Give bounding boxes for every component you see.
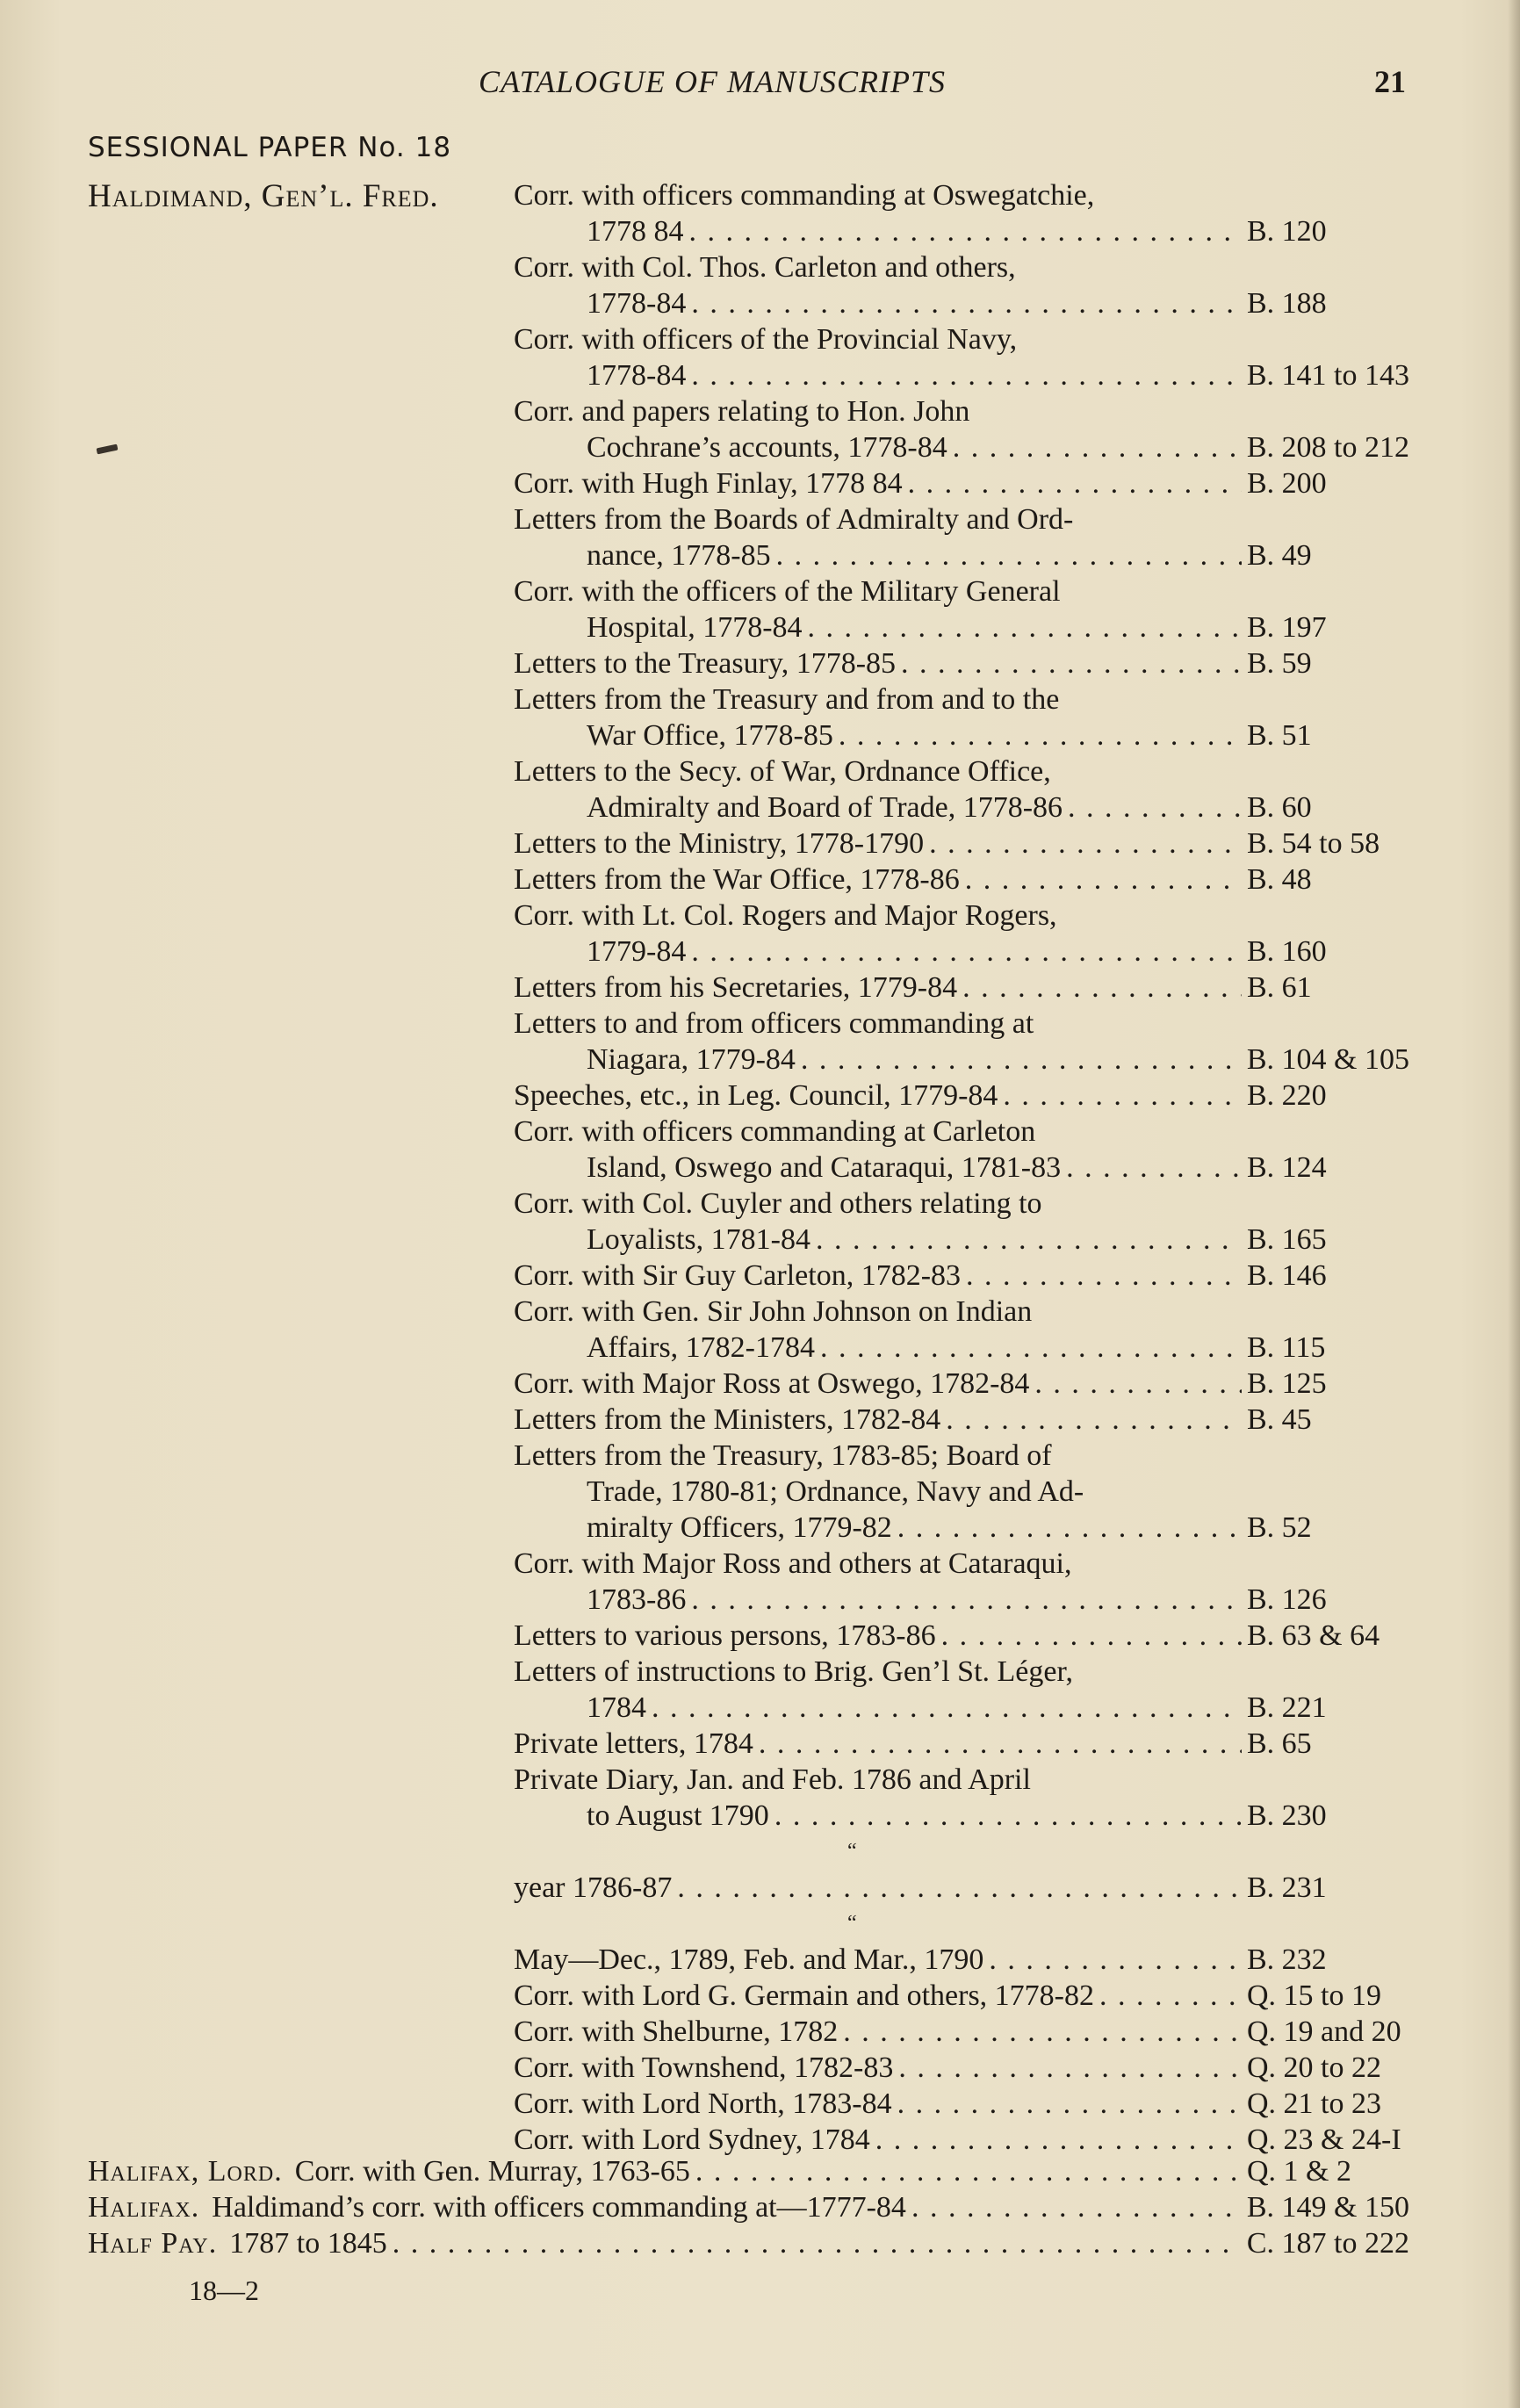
- volume-reference: B. 59: [1247, 647, 1312, 680]
- catalogue-entry: [514, 393, 1409, 465]
- entry-text-line: Letters to and from officers commanding at: [514, 1007, 1034, 1040]
- bottom-entry: [88, 2153, 1409, 2189]
- catalogue-entry: [514, 681, 1409, 753]
- dot-leader: [1099, 1978, 1242, 2014]
- entry-text: to August 1790: [587, 1799, 769, 1832]
- catalogue-entry: [514, 465, 1409, 501]
- volume-reference: B. 115: [1247, 1331, 1326, 1364]
- volume-reference: B. 63 & 64: [1247, 1619, 1380, 1652]
- entry-reference-line: [514, 1510, 1409, 1546]
- entry-text: Corr. with Shelburne, 1782: [514, 2015, 839, 2048]
- volume-reference: B. 49: [1247, 539, 1312, 572]
- entry-heading-name: Haldimand, Gen’l. Fred.: [88, 178, 439, 214]
- volume-reference: B. 221: [1247, 1691, 1327, 1724]
- catalogue-entry: [514, 1438, 1409, 1546]
- entry-text: Corr. with Sir Guy Carleton, 1782-83: [514, 1259, 962, 1292]
- catalogue-entry: [514, 1258, 1409, 1294]
- entry-reference-line: [514, 1942, 1409, 1978]
- entry-reference-line: [514, 934, 1409, 970]
- volume-reference: B. 104 & 105: [1246, 1043, 1409, 1076]
- volume-reference: Q. 15 to 19: [1247, 1979, 1381, 2012]
- signature-mark: 18—2: [189, 2275, 259, 2306]
- entry-text: Loyalists, 1781-84: [587, 1223, 810, 1256]
- catalogue-entry: [514, 825, 1409, 862]
- catalogue-entry: [514, 1654, 1409, 1726]
- catalogue-entry: [514, 249, 1409, 321]
- volume-reference: B. 165: [1247, 1223, 1327, 1256]
- entry-reference-line: [514, 2050, 1409, 2086]
- dot-leader: [776, 537, 1242, 573]
- dot-leader: [839, 717, 1242, 753]
- catalogue-entry: [514, 573, 1409, 645]
- catalogue-entry: [514, 1762, 1409, 1834]
- dot-leader: [695, 2153, 1242, 2189]
- dot-leader: [908, 465, 1242, 501]
- dot-leader: [1034, 1366, 1242, 1402]
- volume-reference: B. 48: [1247, 863, 1312, 896]
- dot-leader: [691, 285, 1242, 321]
- entry-reference-line: [514, 1690, 1409, 1726]
- page-number: 21: [1374, 64, 1406, 99]
- volume-reference: B. 231: [1247, 1871, 1327, 1904]
- dot-leader: [652, 1690, 1242, 1726]
- entry-reference-line: [514, 717, 1409, 753]
- volume-reference: B. 208 to 212: [1246, 431, 1409, 464]
- entry-reference-line: [514, 1798, 1409, 1834]
- entry-reference-line: [514, 609, 1409, 645]
- dot-leader: [1003, 1078, 1242, 1114]
- volume-reference: B. 61: [1247, 971, 1312, 1004]
- catalogue-entry: [514, 1006, 1409, 1078]
- entry-text: Private letters, 1784: [514, 1727, 753, 1760]
- dot-leader: [774, 1798, 1242, 1834]
- entry-text: Letters to the Ministry, 1778-1790: [514, 827, 925, 860]
- dot-leader: [1066, 1150, 1242, 1186]
- catalogue-entry: [514, 1114, 1409, 1186]
- bottom-entry-heading: Halifax, Lord.: [88, 2155, 283, 2188]
- entry-text-line: Corr. with Lt. Col. Rogers and Major Rogers,: [514, 899, 1057, 932]
- entry-text-line: Corr. with Major Ross and others at Cataraqui,: [514, 1547, 1072, 1580]
- entry-text-line: Trade, 1780-81; Ordnance, Navy and Ad-: [587, 1475, 1084, 1508]
- volume-reference: B. 220: [1247, 1079, 1327, 1112]
- dot-leader: [929, 825, 1242, 862]
- catalogue-entry: [514, 177, 1409, 249]
- entry-text: Letters to various persons, 1783-86: [514, 1619, 936, 1652]
- entry-reference-line: [514, 1618, 1409, 1654]
- entry-reference-line: [514, 2086, 1409, 2122]
- dot-leader: [816, 1222, 1242, 1258]
- dot-leader: [875, 2122, 1242, 2158]
- catalogue-entry: [514, 970, 1409, 1006]
- catalogue-entry: [514, 1366, 1409, 1402]
- entry-text: 1779-84: [587, 935, 687, 968]
- entry-reference-line: [514, 1222, 1409, 1258]
- volume-reference: B. 54 to 58: [1247, 827, 1380, 860]
- entry-reference-line: [514, 1402, 1409, 1438]
- entry-reference-line: [514, 1330, 1409, 1366]
- volume-reference: B. 188: [1247, 287, 1327, 320]
- dot-leader: [953, 429, 1242, 465]
- entry-text-line: Corr. with officers commanding at Carleton: [514, 1115, 1036, 1148]
- volume-reference: B. 125: [1247, 1367, 1327, 1400]
- entry-text: nance, 1778-85: [587, 539, 771, 572]
- dot-leader: [808, 609, 1242, 645]
- entry-text: Corr. with Major Ross at Oswego, 1782-84: [514, 1367, 1030, 1400]
- dot-leader: [393, 2225, 1242, 2261]
- entry-reference-line: [514, 2014, 1409, 2050]
- volume-reference: B. 126: [1247, 1583, 1327, 1616]
- volume-reference: B. 146: [1247, 1259, 1327, 1292]
- bottom-entry-heading: Half Pay.: [88, 2227, 218, 2260]
- volume-reference: B. 52: [1247, 1511, 1312, 1544]
- volume-reference: Q. 1 & 2: [1247, 2155, 1351, 2188]
- ink-mark: [97, 444, 119, 455]
- dot-leader: [677, 1870, 1242, 1906]
- entry-text-line: Letters from the Treasury, 1783-85; Board of: [514, 1439, 1052, 1472]
- entry-text-line: Corr. and papers relating to Hon. John: [514, 395, 970, 428]
- catalogue-entry: [514, 1978, 1409, 2014]
- catalogue-entry: [514, 1402, 1409, 1438]
- entry-text: 1783-86: [587, 1583, 687, 1616]
- catalogue-entry: [514, 2014, 1409, 2050]
- catalogue-entry: [514, 2122, 1409, 2158]
- entry-text: miralty Officers, 1779-82: [587, 1511, 892, 1544]
- volume-reference: B. 51: [1247, 719, 1312, 752]
- entry-text-line: Letters from the Treasury and from and to the: [514, 683, 1060, 716]
- dot-leader: [946, 1402, 1242, 1438]
- volume-reference: Q. 20 to 22: [1247, 2051, 1381, 2084]
- volume-reference: Q. 21 to 23: [1247, 2087, 1381, 2120]
- volume-reference: B. 124: [1247, 1151, 1327, 1184]
- entry-reference-line: [514, 1726, 1409, 1762]
- entry-reference-line: [514, 285, 1409, 321]
- entry-text: Affairs, 1782-1784: [587, 1331, 815, 1364]
- entry-text-line: Corr. with Col. Thos. Carleton and others,: [514, 251, 1016, 284]
- volume-reference: B. 230: [1247, 1799, 1327, 1832]
- entry-text: Corr. with Lord North, 1783-84: [514, 2087, 892, 2120]
- entry-reference-line: [514, 1582, 1409, 1618]
- entry-reference-line: [514, 357, 1409, 393]
- entry-text: Letters from his Secretaries, 1779-84: [514, 971, 958, 1004]
- dot-leader: [898, 2050, 1242, 2086]
- dot-leader: [966, 1258, 1242, 1294]
- entry-text: 1778-84: [587, 359, 687, 392]
- bottom-entry: [88, 2225, 1409, 2261]
- ditto-mark: “: [847, 1840, 857, 1863]
- dot-leader: [689, 213, 1243, 249]
- volume-reference: B. 65: [1247, 1727, 1312, 1760]
- catalogue-entry: [514, 501, 1409, 573]
- entry-text: year 1786-87: [514, 1871, 673, 1904]
- entry-text: Corr. with Lord G. Germain and others, 1778-82: [514, 1979, 1094, 2012]
- catalogue-entry: [514, 1546, 1409, 1618]
- entry-text: Island, Oswego and Cataraqui, 1781-83: [587, 1151, 1062, 1184]
- dot-leader: [820, 1330, 1242, 1366]
- entry-text: Letters to the Treasury, 1778-85: [514, 647, 897, 680]
- entry-text-line: Letters to the Secy. of War, Ordnance Office,: [514, 755, 1051, 788]
- entry-reference-line: [514, 1870, 1409, 1906]
- entry-text: Corr. with Hugh Finlay, 1778 84: [514, 467, 903, 500]
- catalogue-entry: [514, 321, 1409, 393]
- volume-reference: B. 149 & 150: [1246, 2191, 1409, 2224]
- entry-text: Corr. with Lord Sydney, 1784: [514, 2123, 870, 2156]
- entry-text: War Office, 1778-85: [587, 719, 833, 752]
- dot-leader: [897, 1510, 1242, 1546]
- entry-reference-line: [514, 429, 1409, 465]
- entry-text: Cochrane’s accounts, 1778-84: [587, 431, 947, 464]
- entry-reference-line: [514, 789, 1409, 825]
- bottom-entries: [88, 2153, 1414, 2261]
- entry-reference-line: [514, 862, 1409, 898]
- dot-leader: [1068, 789, 1242, 825]
- entry-text: 1784: [587, 1691, 646, 1724]
- dot-leader: [911, 2189, 1242, 2225]
- entry-reference-line: [514, 1366, 1409, 1402]
- catalogue-entry: [514, 2086, 1409, 2122]
- entry-text: Admiralty and Board of Trade, 1778-86: [587, 791, 1063, 824]
- catalogue-entry: [514, 1294, 1409, 1366]
- dot-leader: [901, 645, 1242, 681]
- catalogue-entry: [514, 753, 1409, 825]
- page-edge-shadow: [1508, 0, 1520, 2408]
- entry-reference-line: [514, 1258, 1409, 1294]
- volume-reference: B. 141 to 143: [1246, 359, 1409, 392]
- catalogue-entry: [514, 1834, 1409, 1906]
- catalogue-entry: [514, 1726, 1409, 1762]
- entry-reference-line: [514, 825, 1409, 862]
- entry-text: 1778-84: [587, 287, 687, 320]
- entry-reference-line: [514, 1978, 1409, 2014]
- entry-text-line: Corr. with the officers of the Military General: [514, 575, 1061, 608]
- entry-reference-line: [514, 213, 1409, 249]
- entry-text: Letters from the Ministers, 1782-84: [514, 1403, 941, 1436]
- catalogue-entry: [514, 1618, 1409, 1654]
- entry-reference-line: [514, 1078, 1409, 1114]
- bottom-entry-text: 1787 to 1845: [229, 2227, 387, 2260]
- entry-text: Corr. with Townshend, 1782-83: [514, 2051, 894, 2084]
- bottom-entry: [88, 2189, 1409, 2225]
- volume-reference: B. 120: [1247, 215, 1327, 248]
- dot-leader: [897, 2086, 1242, 2122]
- volume-reference: Q. 23 & 24-I: [1247, 2123, 1401, 2156]
- entries-list: [514, 177, 1409, 2158]
- entry-text: Letters from the War Office, 1778-86: [514, 863, 960, 896]
- catalogue-entry: [514, 1078, 1409, 1114]
- entry-reference-line: [514, 2122, 1409, 2158]
- dot-leader: [989, 1942, 1242, 1978]
- dot-leader: [941, 1618, 1242, 1654]
- volume-reference: B. 160: [1247, 935, 1327, 968]
- volume-reference: B. 232: [1247, 1943, 1327, 1976]
- catalogue-entry: [514, 1906, 1409, 1978]
- dot-leader: [691, 357, 1242, 393]
- running-head: [0, 63, 1520, 107]
- dot-leader: [691, 1582, 1242, 1618]
- entry-text-line: Corr. with Gen. Sir John Johnson on Indian: [514, 1295, 1033, 1328]
- running-title: CATALOGUE OF MANUSCRIPTS: [479, 64, 946, 99]
- bottom-entry-text: Haldimand’s corr. with officers commanding at—1777-84: [212, 2191, 906, 2224]
- dot-leader: [759, 1726, 1242, 1762]
- entry-text-line: Corr. with officers commanding at Oswegatchie,: [514, 179, 1095, 212]
- entry-text: Hospital, 1778-84: [587, 611, 803, 644]
- entry-text: 1778 84: [587, 215, 684, 248]
- ditto-mark: “: [847, 1912, 857, 1935]
- entry-reference-line: [514, 537, 1409, 573]
- entry-text-line: Letters from the Boards of Admiralty and Ord-: [514, 503, 1074, 536]
- catalogue-entry: [514, 645, 1409, 681]
- bottom-entry-text: Corr. with Gen. Murray, 1763-65: [294, 2155, 690, 2188]
- entry-reference-line: [514, 1150, 1409, 1186]
- bottom-entry-heading: Halifax.: [88, 2191, 200, 2224]
- entry-text: Niagara, 1779-84: [587, 1043, 796, 1076]
- entry-reference-line: [514, 645, 1409, 681]
- catalogue-entry: [514, 1186, 1409, 1258]
- volume-reference: B. 197: [1247, 611, 1327, 644]
- volume-reference: Q. 19 and 20: [1247, 2015, 1401, 2048]
- entry-text-line: Letters of instructions to Brig. Gen’l St. Léger,: [514, 1655, 1073, 1688]
- sessional-paper-label: SESSIONAL PAPER No. 18: [88, 132, 452, 163]
- catalogue-entry: [514, 898, 1409, 970]
- dot-leader: [965, 862, 1242, 898]
- entry-text-line: Corr. with officers of the Provincial Navy,: [514, 323, 1018, 356]
- volume-reference: C. 187 to 222: [1246, 2227, 1409, 2260]
- dot-leader: [801, 1042, 1242, 1078]
- dot-leader: [843, 2014, 1242, 2050]
- catalogue-entry: [514, 862, 1409, 898]
- volume-reference: B. 60: [1247, 791, 1312, 824]
- volume-reference: B. 45: [1247, 1403, 1312, 1436]
- entry-text: May—Dec., 1789, Feb. and Mar., 1790: [514, 1943, 984, 1976]
- entry-text-line: Private Diary, Jan. and Feb. 1786 and April: [514, 1763, 1031, 1796]
- volume-reference: B. 200: [1247, 467, 1327, 500]
- entry-reference-line: [514, 465, 1409, 501]
- entry-text: Speeches, etc., in Leg. Council, 1779-84: [514, 1079, 998, 1112]
- entry-text-line: Corr. with Col. Cuyler and others relating to: [514, 1187, 1042, 1220]
- dot-leader: [962, 970, 1242, 1006]
- entry-reference-line: [514, 1042, 1409, 1078]
- dot-leader: [691, 934, 1242, 970]
- entry-reference-line: [514, 970, 1409, 1006]
- catalogue-entry: [514, 2050, 1409, 2086]
